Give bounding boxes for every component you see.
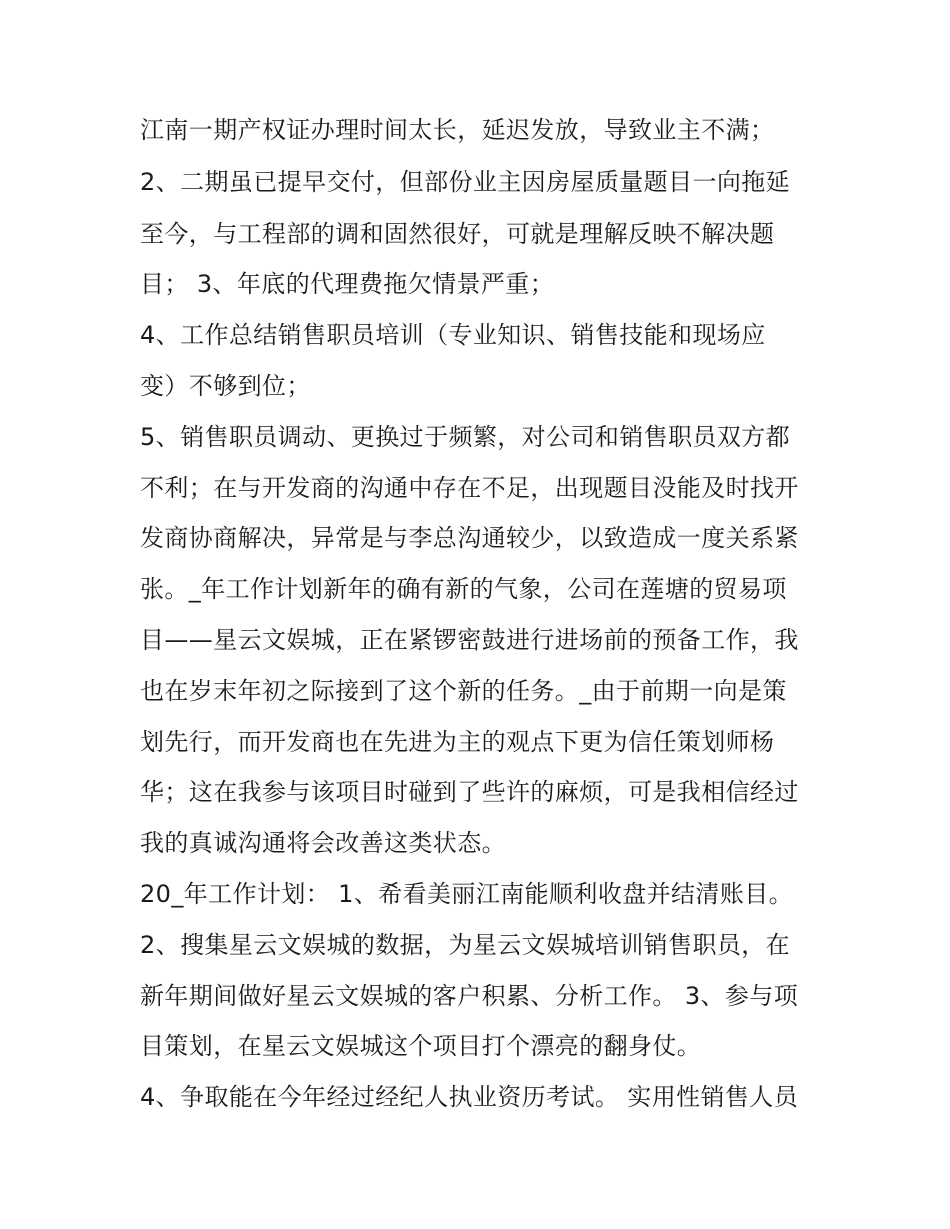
text-line: 变）不够到位； bbox=[140, 372, 311, 400]
text-line: 2、搜集星云文娱城的数据，为星云文娱城培训销售职员，在 bbox=[140, 931, 791, 959]
text-line: 至今，与工程部的调和固然很好，可就是理解反映不解决题 bbox=[140, 220, 775, 248]
text-line: 江南一期产权证办理时间太长，延迟发放，导致业主不满； bbox=[140, 116, 775, 144]
text-line: 2、二期虽已提早交付，但部份业主因房屋质量题目一向拖延 bbox=[140, 168, 791, 196]
text-line: 华；这在我参与该项目时碰到了些许的麻烦，可是我相信经过 bbox=[140, 778, 799, 806]
text-line: 不利；在与开发商的沟通中存在不足，出现题目没能及时找开 bbox=[140, 474, 799, 502]
text-line: 我的真诚沟通将会改善这类状态。 bbox=[140, 829, 506, 857]
text-line: 5、销售职员调动、更换过于频繁，对公司和销售职员双方都 bbox=[140, 423, 791, 451]
text-line: 4、争取能在今年经过经纪人执业资历考试。 实用性销售人员 bbox=[140, 1083, 799, 1111]
text-line: 4、工作总结销售职员培训（专业知识、销售技能和现场应 bbox=[140, 321, 766, 349]
text-line: 划先行，而开发商也在先进为主的观点下更为信任策划师杨 bbox=[140, 728, 775, 756]
text-line: 目； 3、年底的代理费拖欠情景严重； bbox=[140, 270, 555, 298]
text-line: 也在岁末年初之际接到了这个新的任务。_由于前期一向是策 bbox=[140, 677, 787, 705]
text-line: 目策划，在星云文娱城这个项目打个漂亮的翻身仗。 bbox=[140, 1032, 702, 1060]
text-line: 张。_年工作计划新年的确有新的气象，公司在莲塘的贸易项 bbox=[140, 575, 787, 603]
text-line: 发商协商解决，异常是与李总沟通较少，以致造成一度关系紧 bbox=[140, 524, 799, 552]
text-line: 20_年工作计划： 1、希看美丽江南能顺利收盘并结清账目。 bbox=[140, 880, 794, 908]
text-line: 新年期间做好星云文娱城的客户积累、分析工作。 3、参与项 bbox=[140, 982, 799, 1010]
text-line: 目——星云文娱城，正在紧锣密鼓进行进场前的预备工作，我 bbox=[140, 626, 799, 654]
